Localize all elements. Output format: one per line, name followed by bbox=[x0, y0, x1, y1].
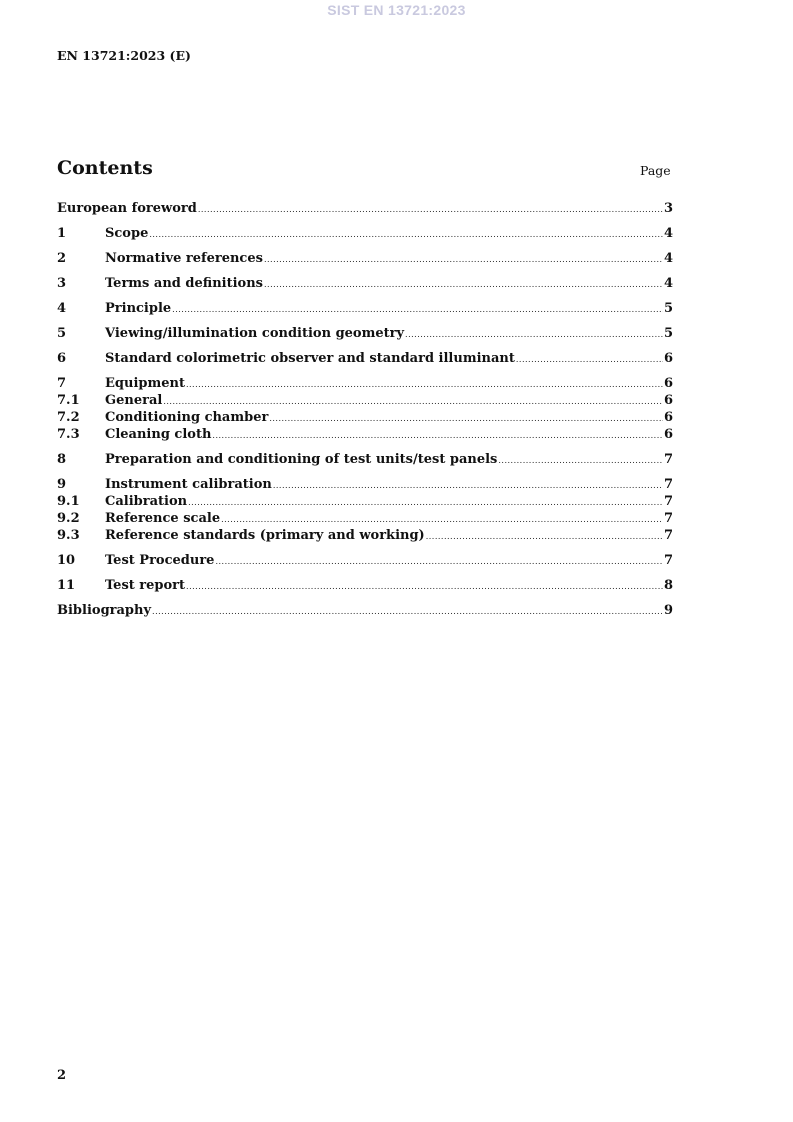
leader-dots bbox=[163, 393, 663, 410]
toc-entry-number: 9.3 bbox=[57, 528, 80, 543]
toc-entry-bibliography[interactable] bbox=[57, 602, 673, 619]
leader-dots bbox=[426, 528, 663, 545]
leader-dots bbox=[172, 301, 663, 318]
toc-entry-title: Test report bbox=[105, 578, 186, 593]
document-id: EN 13721:2023 (E) bbox=[57, 48, 191, 63]
toc-entry-title: Scope bbox=[105, 226, 149, 241]
toc-entry-page: 6 bbox=[663, 351, 673, 366]
toc-entry-page: 3 bbox=[663, 201, 673, 216]
toc-entry-9[interactable] bbox=[57, 476, 673, 493]
leader-dots bbox=[405, 326, 663, 343]
leader-dots bbox=[269, 410, 663, 427]
watermark: SIST EN 13721:2023 bbox=[327, 2, 466, 18]
toc-entry-page: 6 bbox=[663, 427, 673, 442]
toc-entry-page: 7 bbox=[663, 528, 673, 543]
leader-dots bbox=[198, 201, 663, 218]
toc-entry-number: 7.3 bbox=[57, 427, 80, 442]
toc-entry-number: 10 bbox=[57, 553, 76, 568]
toc-entry-number: 7 bbox=[57, 376, 67, 391]
toc-entry-page: 5 bbox=[663, 326, 673, 341]
leader-dots bbox=[221, 511, 663, 528]
toc-entry-10[interactable] bbox=[57, 552, 673, 569]
toc-entry-number: 6 bbox=[57, 351, 67, 366]
page-column-label: Page bbox=[640, 163, 671, 178]
toc-entry-9-3[interactable] bbox=[57, 527, 673, 544]
toc-entry-title: Cleaning cloth bbox=[105, 427, 212, 442]
toc-entry-6[interactable] bbox=[57, 350, 673, 367]
toc-entry-number: 3 bbox=[57, 276, 67, 291]
toc-entry-page: 4 bbox=[663, 226, 673, 241]
toc-entry-page: 7 bbox=[663, 553, 673, 568]
toc-entry-number: 8 bbox=[57, 452, 67, 467]
toc-entry-number: 1 bbox=[57, 226, 67, 241]
toc-entry-title: Normative references bbox=[105, 251, 263, 266]
leader-dots bbox=[498, 452, 663, 469]
toc-entry-title: Standard colorimetric observer and standard illuminant bbox=[105, 351, 515, 366]
leader-dots bbox=[516, 351, 663, 368]
toc-entry-title: General bbox=[105, 393, 163, 408]
toc-entry-title: Calibration bbox=[105, 494, 188, 509]
toc-entry-7-2[interactable] bbox=[57, 409, 673, 426]
toc-entry-title: Principle bbox=[105, 301, 172, 316]
toc-entry-title: Instrument calibration bbox=[105, 477, 272, 492]
toc-entry-5[interactable] bbox=[57, 325, 673, 342]
toc-entry-number: 7.1 bbox=[57, 393, 80, 408]
leader-dots bbox=[264, 276, 663, 293]
toc-entry-title: Test Procedure bbox=[105, 553, 215, 568]
toc-entry-title: Terms and definitions bbox=[105, 276, 263, 291]
toc-entry-number: 9 bbox=[57, 477, 67, 492]
toc-entry-page: 7 bbox=[663, 511, 673, 526]
toc-entry-page: 6 bbox=[663, 393, 673, 408]
toc-entry-page: 8 bbox=[663, 578, 673, 593]
toc-entry-number: 11 bbox=[57, 578, 76, 593]
toc-entry-title: European foreword bbox=[57, 201, 197, 216]
toc-entry-3[interactable] bbox=[57, 275, 673, 292]
toc-entry-7-1[interactable] bbox=[57, 392, 673, 409]
toc-entry-7[interactable] bbox=[57, 375, 673, 392]
toc-entry-page: 4 bbox=[663, 276, 673, 291]
toc-entry-page: 7 bbox=[663, 477, 673, 492]
toc-entry-page: 5 bbox=[663, 301, 673, 316]
toc-entry-number: 4 bbox=[57, 301, 67, 316]
toc-entry-number: 9.2 bbox=[57, 511, 80, 526]
toc-entry-page: 9 bbox=[663, 603, 673, 618]
toc-entry-4[interactable] bbox=[57, 300, 673, 317]
toc-entry-title: Equipment bbox=[105, 376, 185, 391]
table-of-contents bbox=[57, 200, 673, 619]
toc-entry-page: 6 bbox=[663, 410, 673, 425]
toc-entry-page: 4 bbox=[663, 251, 673, 266]
leader-dots bbox=[264, 251, 663, 268]
leader-dots bbox=[188, 494, 663, 511]
toc-entry-7-3[interactable] bbox=[57, 426, 673, 443]
toc-entry-page: 6 bbox=[663, 376, 673, 391]
toc-entry-page: 7 bbox=[663, 452, 673, 467]
toc-entry-2[interactable] bbox=[57, 250, 673, 267]
toc-entry-title: Preparation and conditioning of test units/test panels bbox=[105, 452, 498, 467]
toc-entry-1[interactable] bbox=[57, 225, 673, 242]
contents-title: Contents bbox=[57, 157, 153, 179]
leader-dots bbox=[152, 603, 663, 620]
leader-dots bbox=[215, 553, 663, 570]
toc-entry-number: 7.2 bbox=[57, 410, 80, 425]
leader-dots bbox=[273, 477, 663, 494]
toc-entry-title: Conditioning chamber bbox=[105, 410, 269, 425]
leader-dots bbox=[186, 578, 663, 595]
page-number: 2 bbox=[57, 1068, 67, 1083]
toc-entry-title: Bibliography bbox=[57, 603, 152, 618]
toc-entry-9-1[interactable] bbox=[57, 493, 673, 510]
toc-entry-title: Reference scale bbox=[105, 511, 221, 526]
toc-entry-number: 2 bbox=[57, 251, 67, 266]
toc-entry-foreword[interactable] bbox=[57, 200, 673, 217]
toc-entry-8[interactable] bbox=[57, 451, 673, 468]
toc-entry-11[interactable] bbox=[57, 577, 673, 594]
toc-entry-title: Reference standards (primary and working) bbox=[105, 528, 425, 543]
toc-entry-number: 9.1 bbox=[57, 494, 80, 509]
toc-entry-title: Viewing/illumination condition geometry bbox=[105, 326, 405, 341]
toc-entry-number: 5 bbox=[57, 326, 67, 341]
leader-dots bbox=[212, 427, 663, 444]
toc-entry-page: 7 bbox=[663, 494, 673, 509]
leader-dots bbox=[149, 226, 663, 243]
leader-dots bbox=[186, 376, 663, 393]
toc-entry-9-2[interactable] bbox=[57, 510, 673, 527]
